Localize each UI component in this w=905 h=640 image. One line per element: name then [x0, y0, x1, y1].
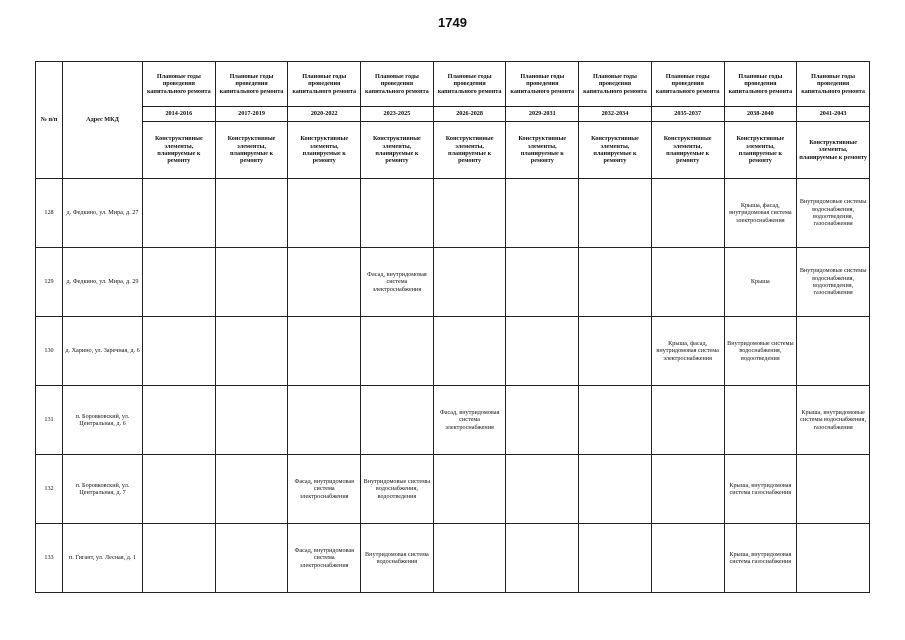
row-cell [506, 386, 579, 455]
row-cell [143, 179, 216, 248]
table-row [36, 179, 870, 248]
row-cell [215, 179, 288, 248]
row-cell: Крыша, внутридомовая система газоснабжения [724, 455, 797, 524]
row-cell [506, 317, 579, 386]
header-plan-label: Плановые годы проведения капитального ремонта [288, 62, 361, 107]
row-cell [433, 248, 506, 317]
header-plan-label: Плановые годы проведения капитального ремонта [506, 62, 579, 107]
row-cell: Внутридомовые системы водоснабжения, водоотведения [361, 455, 434, 524]
header-plan-label: Плановые годы проведения капитального ремонта [651, 62, 724, 107]
header-period: 2017-2019 [215, 107, 288, 122]
header-elements-label: Конструктивные элементы, планируемые к ремонту [361, 122, 434, 179]
header-row-elements [36, 122, 870, 179]
row-cell [579, 248, 652, 317]
row-address: д. Федкино, ул. Мира, д. 29 [63, 248, 143, 317]
row-cell [579, 455, 652, 524]
row-cell: Внутридомовые системы водоснабжения, водоотведения [724, 317, 797, 386]
row-number: 130 [36, 317, 63, 386]
row-cell: Крыша, внутридомовая система газоснабжения [724, 524, 797, 593]
row-cell [724, 386, 797, 455]
row-cell: Крыша, фасад, внутридомовая система электроснабжения [651, 317, 724, 386]
row-cell [579, 524, 652, 593]
row-address: д. Харино, ул. Заречная, д. 6 [63, 317, 143, 386]
row-cell [288, 179, 361, 248]
row-cell [579, 317, 652, 386]
header-plan-label: Плановые годы проведения капитального ремонта [724, 62, 797, 107]
header-plan-label: Плановые годы проведения капитального ремонта [361, 62, 434, 107]
row-number: 133 [36, 524, 63, 593]
row-cell [361, 317, 434, 386]
header-plan-label: Плановые годы проведения капитального ремонта [215, 62, 288, 107]
row-cell [506, 524, 579, 593]
row-cell: Внутридомовая система водоснабжения [361, 524, 434, 593]
row-cell [797, 524, 870, 593]
header-period: 2041-2043 [797, 107, 870, 122]
row-number: 129 [36, 248, 63, 317]
row-address: п. Боровковский, ул. Центральная, д. 6 [63, 386, 143, 455]
row-cell [143, 248, 216, 317]
header-plan-label: Плановые годы проведения капитального ремонта [797, 62, 870, 107]
header-period: 2035-2037 [651, 107, 724, 122]
row-cell [215, 248, 288, 317]
row-cell [143, 524, 216, 593]
header-elements-label: Конструктивные элементы, планируемые к ремонту [506, 122, 579, 179]
row-cell [215, 524, 288, 593]
table-row [36, 455, 870, 524]
header-elements-label: Конструктивные элементы, планируемые к ремонту [579, 122, 652, 179]
row-cell [579, 386, 652, 455]
row-cell [506, 248, 579, 317]
row-cell [433, 455, 506, 524]
row-cell [215, 455, 288, 524]
row-cell [143, 455, 216, 524]
row-cell [651, 386, 724, 455]
row-cell [651, 524, 724, 593]
row-cell [506, 179, 579, 248]
row-cell [651, 179, 724, 248]
row-cell: Внутридомовые системы водоснабжения, водоотведения, газоснабжения [797, 248, 870, 317]
row-cell [143, 317, 216, 386]
row-cell [143, 386, 216, 455]
header-elements-label: Конструктивные элементы, планируемые к ремонту [724, 122, 797, 179]
row-cell [361, 386, 434, 455]
row-cell [797, 455, 870, 524]
table-row [36, 524, 870, 593]
header-elements-label: Конструктивные элементы, планируемые к ремонту [651, 122, 724, 179]
row-number: 131 [36, 386, 63, 455]
table-body [36, 179, 870, 593]
row-cell [361, 179, 434, 248]
row-cell [433, 524, 506, 593]
row-cell: Фасад, внутридомовая система электроснабжения [433, 386, 506, 455]
row-cell: Крыша [724, 248, 797, 317]
row-cell: Крыша, внутридомовые системы водоснабжения, газоснабжения [797, 386, 870, 455]
table-row [36, 248, 870, 317]
header-num: № п/п [36, 62, 63, 179]
row-cell [433, 179, 506, 248]
header-plan-label: Плановые годы проведения капитального ремонта [433, 62, 506, 107]
row-cell: Фасад, внутридомовая система электроснабжения [288, 455, 361, 524]
row-cell: Фасад, внутридомовая система электроснабжения [361, 248, 434, 317]
header-period: 2029-2031 [506, 107, 579, 122]
header-elements-label: Конструктивные элементы, планируемые к ремонту [143, 122, 216, 179]
row-address: д. Федкино, ул. Мира, д. 27 [63, 179, 143, 248]
header-elements-label: Конструктивные элементы, планируемые к ремонту [215, 122, 288, 179]
repair-schedule-table [35, 61, 870, 593]
header-period: 2023-2025 [361, 107, 434, 122]
row-cell [506, 455, 579, 524]
header-elements-label: Конструктивные элементы, планируемые к ремонту [797, 122, 870, 179]
row-cell [651, 455, 724, 524]
header-row-years [36, 107, 870, 122]
header-period: 2032-2034 [579, 107, 652, 122]
row-cell [651, 248, 724, 317]
row-cell [288, 317, 361, 386]
header-elements-label: Конструктивные элементы, планируемые к ремонту [433, 122, 506, 179]
header-period: 2020-2022 [288, 107, 361, 122]
row-address: п. Гигант, ул. Лесная, д. 1 [63, 524, 143, 593]
row-cell: Внутридомовые системы водоснабжения, водоотведения, газоснабжения [797, 179, 870, 248]
row-cell [797, 317, 870, 386]
header-period: 2014-2016 [143, 107, 216, 122]
header-address: Адрес МКД [63, 62, 143, 179]
row-number: 132 [36, 455, 63, 524]
row-cell [288, 248, 361, 317]
row-cell [215, 386, 288, 455]
row-cell: Фасад, внутридомовая система электроснабжения [288, 524, 361, 593]
page-number: 1749 [438, 15, 467, 30]
header-period: 2026-2028 [433, 107, 506, 122]
header-elements-label: Конструктивные элементы, планируемые к ремонту [288, 122, 361, 179]
row-number: 128 [36, 179, 63, 248]
header-plan-label: Плановые годы проведения капитального ремонта [579, 62, 652, 107]
row-cell [433, 317, 506, 386]
table-header [36, 62, 870, 179]
row-cell [579, 179, 652, 248]
header-row-plan [36, 62, 870, 107]
row-address: п. Боровковский, ул. Центральная, д. 7 [63, 455, 143, 524]
header-period: 2038-2040 [724, 107, 797, 122]
row-cell: Крыша, фасад, внутридомовая система электроснабжения [724, 179, 797, 248]
table-row [36, 317, 870, 386]
header-plan-label: Плановые годы проведения капитального ремонта [143, 62, 216, 107]
table-row [36, 386, 870, 455]
row-cell [215, 317, 288, 386]
row-cell [288, 386, 361, 455]
